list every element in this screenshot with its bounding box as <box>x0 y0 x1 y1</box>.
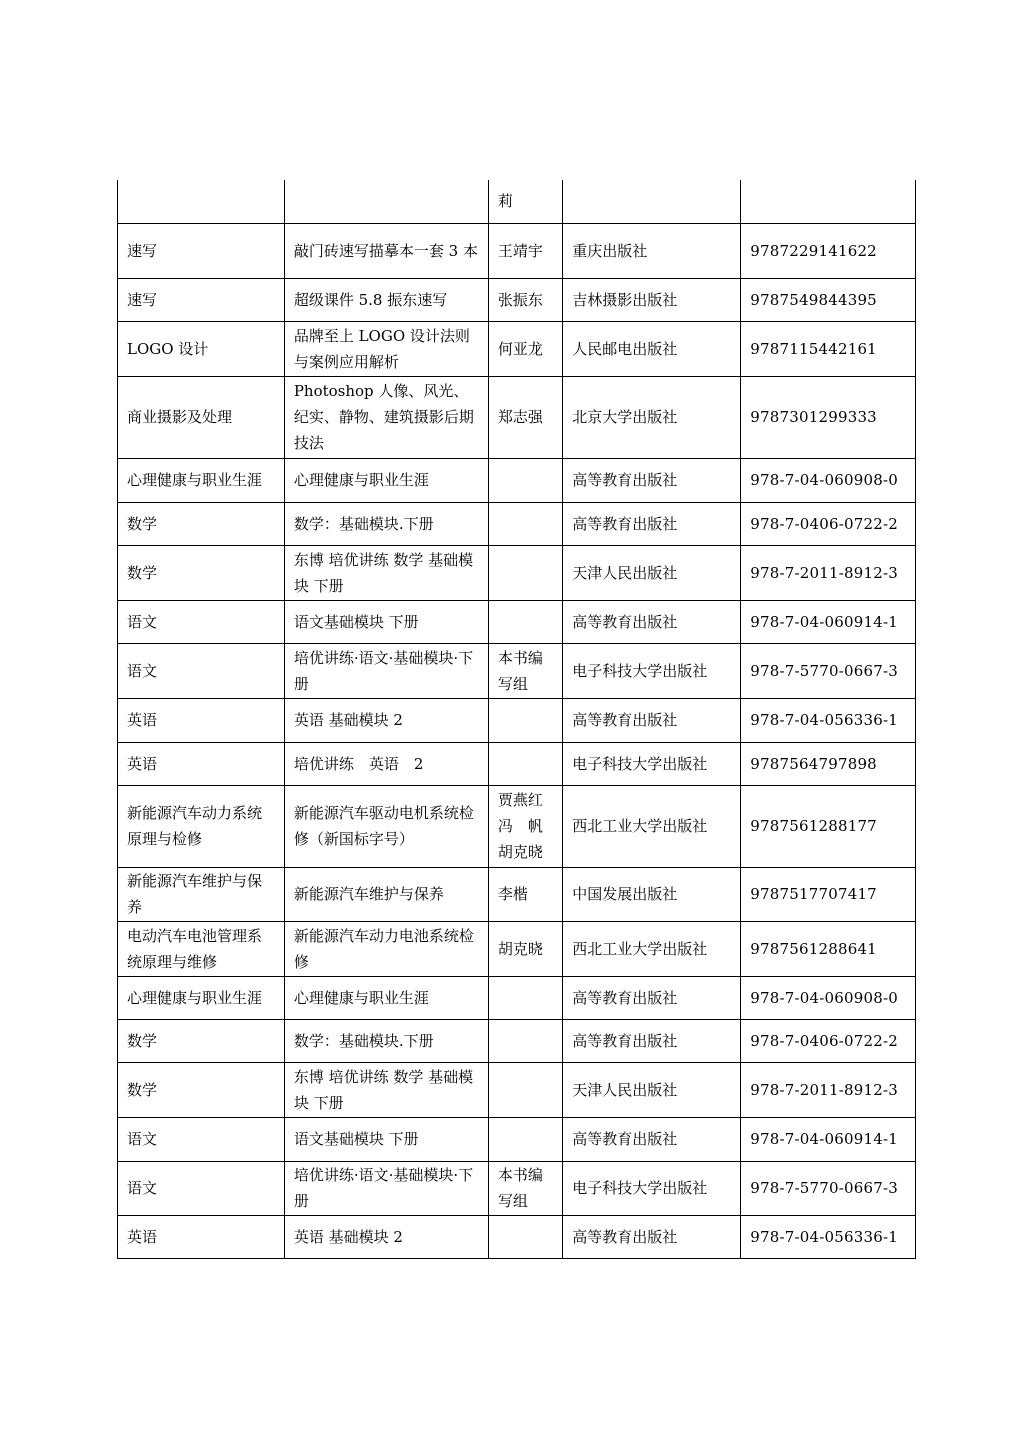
isbn-cell: 978-7-5770-0667-3 <box>741 1161 916 1215</box>
table-row <box>118 600 916 643</box>
title-cell: 数学：基础模块.下册 <box>284 502 488 545</box>
table-row <box>118 698 916 742</box>
publisher-cell: 天津人民出版社 <box>563 1062 741 1117</box>
course-cell: 速写 <box>118 223 285 278</box>
course-cell: 数学 <box>118 502 285 545</box>
course-cell: 数学 <box>118 1062 285 1117</box>
isbn-cell: 978-7-5770-0667-3 <box>741 643 916 698</box>
isbn-cell: 978-7-04-060914-1 <box>741 1117 916 1161</box>
author-cell: 王靖宇 <box>488 223 562 278</box>
title-cell: 数学：基础模块.下册 <box>284 1019 488 1062</box>
publisher-cell: 电子科技大学出版社 <box>563 1161 741 1215</box>
course-cell: 心理健康与职业生涯 <box>118 976 285 1019</box>
table-row <box>118 742 916 785</box>
author-cell <box>488 502 562 545</box>
isbn-cell: 978-7-04-060914-1 <box>741 600 916 643</box>
isbn-cell: 978-7-04-056336-1 <box>741 698 916 742</box>
author-cell <box>488 698 562 742</box>
table-row <box>118 223 916 278</box>
table-row <box>118 458 916 502</box>
isbn-cell: 9787229141622 <box>741 223 916 278</box>
isbn-cell <box>741 180 916 223</box>
isbn-cell: 9787561288177 <box>741 785 916 867</box>
course-cell: 语文 <box>118 643 285 698</box>
table-row <box>118 321 916 376</box>
title-cell: 语文基础模块 下册 <box>284 1117 488 1161</box>
publisher-cell: 北京大学出版社 <box>563 376 741 458</box>
course-cell: 心理健康与职业生涯 <box>118 458 285 502</box>
title-cell: 培优讲练·语文·基础模块·下册 <box>284 643 488 698</box>
table-row <box>118 643 916 698</box>
title-cell: 新能源汽车驱动电机系统检修（新国标字号） <box>284 785 488 867</box>
course-cell <box>118 180 285 223</box>
author-cell: 胡克晓 <box>488 921 562 976</box>
publisher-cell <box>563 180 741 223</box>
isbn-cell: 9787115442161 <box>741 321 916 376</box>
publisher-cell: 电子科技大学出版社 <box>563 643 741 698</box>
title-cell: 培优讲练 英语 2 <box>284 742 488 785</box>
isbn-cell: 9787517707417 <box>741 867 916 921</box>
title-cell: 新能源汽车维护与保养 <box>284 867 488 921</box>
author-cell <box>488 1117 562 1161</box>
isbn-cell: 9787561288641 <box>741 921 916 976</box>
isbn-cell: 978-7-2011-8912-3 <box>741 1062 916 1117</box>
course-cell: 数学 <box>118 1019 285 1062</box>
course-cell: 新能源汽车维护与保养 <box>118 867 285 921</box>
table-row <box>118 1215 916 1258</box>
author-cell <box>488 976 562 1019</box>
table-row <box>118 502 916 545</box>
title-cell: 新能源汽车动力电池系统检修 <box>284 921 488 976</box>
title-cell: 敲门砖速写描摹本一套 3 本 <box>284 223 488 278</box>
author-cell: 本书编写组 <box>488 643 562 698</box>
publisher-cell: 中国发展出版社 <box>563 867 741 921</box>
publisher-cell: 高等教育出版社 <box>563 698 741 742</box>
table-row <box>118 1062 916 1117</box>
course-cell: LOGO 设计 <box>118 321 285 376</box>
author-cell: 莉 <box>488 180 562 223</box>
isbn-cell: 9787549844395 <box>741 278 916 321</box>
table-row <box>118 921 916 976</box>
author-cell <box>488 600 562 643</box>
author-cell: 郑志强 <box>488 376 562 458</box>
isbn-cell: 978-7-0406-0722-2 <box>741 502 916 545</box>
publisher-cell: 高等教育出版社 <box>563 600 741 643</box>
title-cell: 心理健康与职业生涯 <box>284 976 488 1019</box>
table-row <box>118 1117 916 1161</box>
course-cell: 语文 <box>118 1161 285 1215</box>
publisher-cell: 高等教育出版社 <box>563 1019 741 1062</box>
course-cell: 语文 <box>118 600 285 643</box>
course-cell: 英语 <box>118 1215 285 1258</box>
title-cell: Photoshop 人像、风光、纪实、静物、建筑摄影后期技法 <box>284 376 488 458</box>
course-cell: 新能源汽车动力系统原理与检修 <box>118 785 285 867</box>
publisher-cell: 高等教育出版社 <box>563 1117 741 1161</box>
author-cell <box>488 742 562 785</box>
publisher-cell: 电子科技大学出版社 <box>563 742 741 785</box>
table-row <box>118 376 916 458</box>
author-cell <box>488 545 562 600</box>
publisher-cell: 人民邮电出版社 <box>563 321 741 376</box>
course-cell: 速写 <box>118 278 285 321</box>
table-row <box>118 545 916 600</box>
isbn-cell: 9787301299333 <box>741 376 916 458</box>
author-cell <box>488 1019 562 1062</box>
isbn-cell: 9787564797898 <box>741 742 916 785</box>
publisher-cell: 高等教育出版社 <box>563 502 741 545</box>
isbn-cell: 978-7-2011-8912-3 <box>741 545 916 600</box>
publisher-cell: 吉林摄影出版社 <box>563 278 741 321</box>
author-cell: 李楷 <box>488 867 562 921</box>
publisher-cell: 天津人民出版社 <box>563 545 741 600</box>
course-cell: 电动汽车电池管理系统原理与维修 <box>118 921 285 976</box>
table-row <box>118 1161 916 1215</box>
textbook-table <box>117 180 916 1259</box>
title-cell <box>284 180 488 223</box>
author-cell: 本书编写组 <box>488 1161 562 1215</box>
course-cell: 英语 <box>118 698 285 742</box>
publisher-cell: 西北工业大学出版社 <box>563 785 741 867</box>
title-cell: 英语 基础模块 2 <box>284 1215 488 1258</box>
table-row <box>118 278 916 321</box>
table-row <box>118 976 916 1019</box>
publisher-cell: 高等教育出版社 <box>563 1215 741 1258</box>
publisher-cell: 高等教育出版社 <box>563 458 741 502</box>
title-cell: 超级课件 5.8 振东速写 <box>284 278 488 321</box>
title-cell: 心理健康与职业生涯 <box>284 458 488 502</box>
author-cell <box>488 458 562 502</box>
title-cell: 品牌至上 LOGO 设计法则与案例应用解析 <box>284 321 488 376</box>
author-cell: 贾燕红 冯 帆 胡克晓 <box>488 785 562 867</box>
table-row <box>118 785 916 867</box>
author-cell: 张振东 <box>488 278 562 321</box>
author-cell: 何亚龙 <box>488 321 562 376</box>
title-cell: 东博 培优讲练 数学 基础模块 下册 <box>284 1062 488 1117</box>
course-cell: 数学 <box>118 545 285 600</box>
isbn-cell: 978-7-0406-0722-2 <box>741 1019 916 1062</box>
isbn-cell: 978-7-04-056336-1 <box>741 1215 916 1258</box>
title-cell: 语文基础模块 下册 <box>284 600 488 643</box>
title-cell: 英语 基础模块 2 <box>284 698 488 742</box>
course-cell: 商业摄影及处理 <box>118 376 285 458</box>
author-cell <box>488 1215 562 1258</box>
course-cell: 英语 <box>118 742 285 785</box>
title-cell: 培优讲练·语文·基础模块·下册 <box>284 1161 488 1215</box>
table-row <box>118 180 916 223</box>
isbn-cell: 978-7-04-060908-0 <box>741 458 916 502</box>
publisher-cell: 高等教育出版社 <box>563 976 741 1019</box>
title-cell: 东博 培优讲练 数学 基础模块 下册 <box>284 545 488 600</box>
course-cell: 语文 <box>118 1117 285 1161</box>
table-row <box>118 1019 916 1062</box>
publisher-cell: 西北工业大学出版社 <box>563 921 741 976</box>
isbn-cell: 978-7-04-060908-0 <box>741 976 916 1019</box>
table-row <box>118 867 916 921</box>
publisher-cell: 重庆出版社 <box>563 223 741 278</box>
author-cell <box>488 1062 562 1117</box>
